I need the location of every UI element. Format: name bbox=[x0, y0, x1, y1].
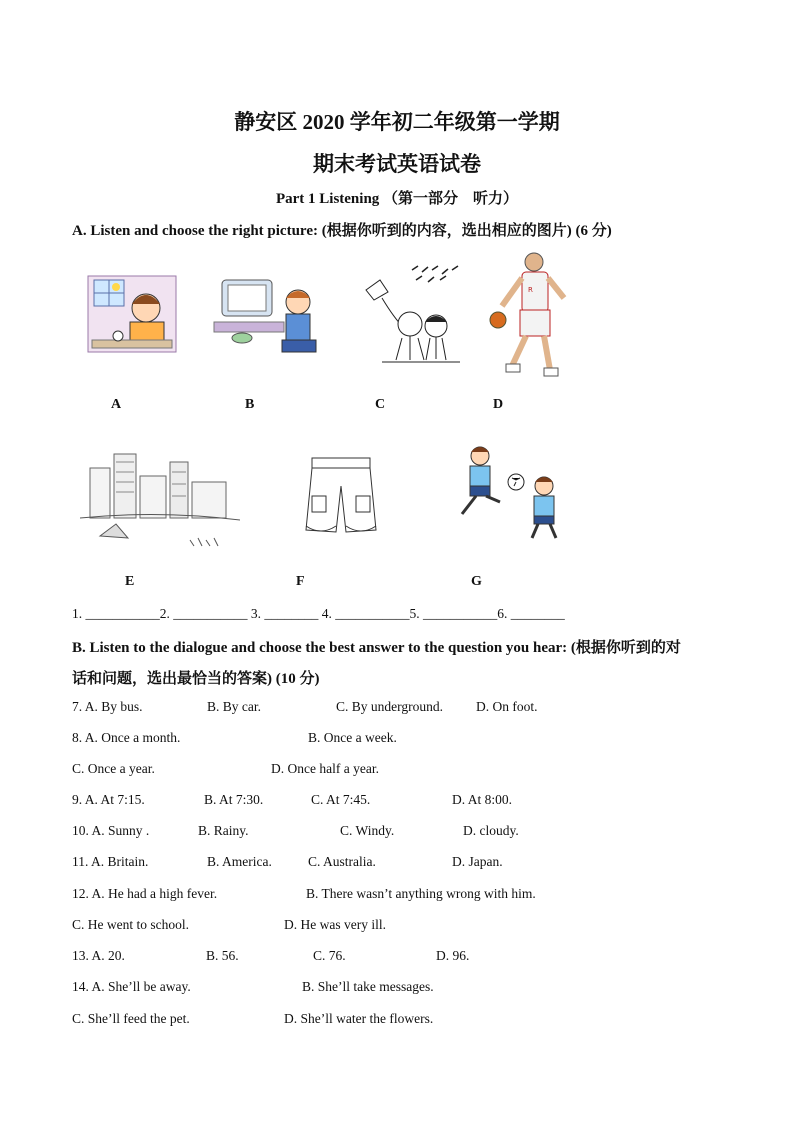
exam-title-line1: 静安区 2020 学年初二年级第一学期 bbox=[234, 110, 560, 134]
section-b-heading-line2: 话和问题，选出最恰当的答案) (10 分) bbox=[72, 671, 320, 687]
q14-option-b: B. She’ll take messages. bbox=[302, 979, 434, 994]
q8-option-d: D. Once half a year. bbox=[271, 761, 379, 776]
city-sketch-icon bbox=[80, 448, 240, 552]
picture-label-e: E bbox=[125, 574, 135, 589]
boys-football-icon bbox=[452, 438, 576, 542]
q14-option-d: D. She’ll water the flowers. bbox=[284, 1011, 434, 1026]
answer-blanks: 1. ___________2. ___________ 3. ________ 4. ___________5. ___________6. ________ bbox=[72, 606, 565, 621]
q9-option-d: D. At 8:00. bbox=[452, 792, 513, 807]
trousers-icon bbox=[302, 456, 380, 540]
exam-title-line2: 期末考试英语试卷 bbox=[313, 152, 481, 176]
q12-option-a: 12. A. He had a high fever. bbox=[72, 886, 218, 901]
q9-option-b: B. At 7:30. bbox=[204, 792, 264, 807]
q10-option-d: D. cloudy. bbox=[463, 823, 519, 838]
q10-option-a: 10. A. Sunny . bbox=[72, 823, 150, 838]
q8-option-c: C. Once a year. bbox=[72, 761, 155, 776]
q13-option-c: C. 76. bbox=[313, 948, 346, 963]
q11-option-a: 11. A. Britain. bbox=[72, 854, 149, 869]
q7-option-b: B. By car. bbox=[207, 699, 261, 714]
q12-option-c: C. He went to school. bbox=[72, 917, 189, 932]
section-b-heading-line1: B. Listen to the dialogue and choose the best answer to the question you hear: (根据你听到的对 bbox=[72, 640, 681, 656]
svg-text:R: R bbox=[528, 286, 533, 294]
picture-label-c: C bbox=[375, 397, 386, 412]
part1-heading: Part 1 Listening （第一部分 听力） bbox=[275, 191, 519, 207]
q13-option-b: B. 56. bbox=[206, 948, 239, 963]
section-a-heading: A. Listen and choose the right picture: (根据你听到的内容，选出相应的图片) (6 分) bbox=[72, 223, 612, 239]
q9-option-a: 9. A. At 7:15. bbox=[72, 792, 145, 807]
q7-option-c: C. By underground. bbox=[336, 699, 443, 714]
boy-eating-icon bbox=[86, 274, 178, 354]
q13-option-d: D. 96. bbox=[436, 948, 470, 963]
q14-option-a: 14. A. She’ll be away. bbox=[72, 979, 191, 994]
q10-option-c: C. Windy. bbox=[340, 823, 395, 838]
picture-label-f: F bbox=[296, 574, 305, 589]
q11-option-b: B. America. bbox=[207, 854, 272, 869]
q11-option-c: C. Australia. bbox=[308, 854, 376, 869]
q12-option-d: D. He was very ill. bbox=[284, 917, 386, 932]
q10-option-b: B. Rainy. bbox=[198, 823, 249, 838]
q9-option-c: C. At 7:45. bbox=[311, 792, 371, 807]
q7-option-d: D. On foot. bbox=[476, 699, 538, 714]
q11-option-d: D. Japan. bbox=[452, 854, 503, 869]
picture-label-d: D bbox=[493, 397, 504, 412]
q7-option-a: 7. A. By bus. bbox=[72, 699, 143, 714]
q14-option-c: C. She’ll feed the pet. bbox=[72, 1011, 190, 1026]
basketball-player-icon bbox=[484, 248, 580, 384]
q13-option-a: 13. A. 20. bbox=[72, 948, 125, 963]
boy-computer-icon bbox=[212, 276, 322, 360]
picture-label-g: G bbox=[471, 574, 482, 589]
picture-label-b: B bbox=[245, 397, 255, 412]
q8-option-b: B. Once a week. bbox=[308, 730, 397, 745]
q12-option-b: B. There wasn’t anything wrong with him. bbox=[306, 886, 536, 901]
picture-label-a: A bbox=[111, 397, 122, 412]
kids-kite-icon bbox=[352, 262, 464, 370]
q8-option-a: 8. A. Once a month. bbox=[72, 730, 181, 745]
